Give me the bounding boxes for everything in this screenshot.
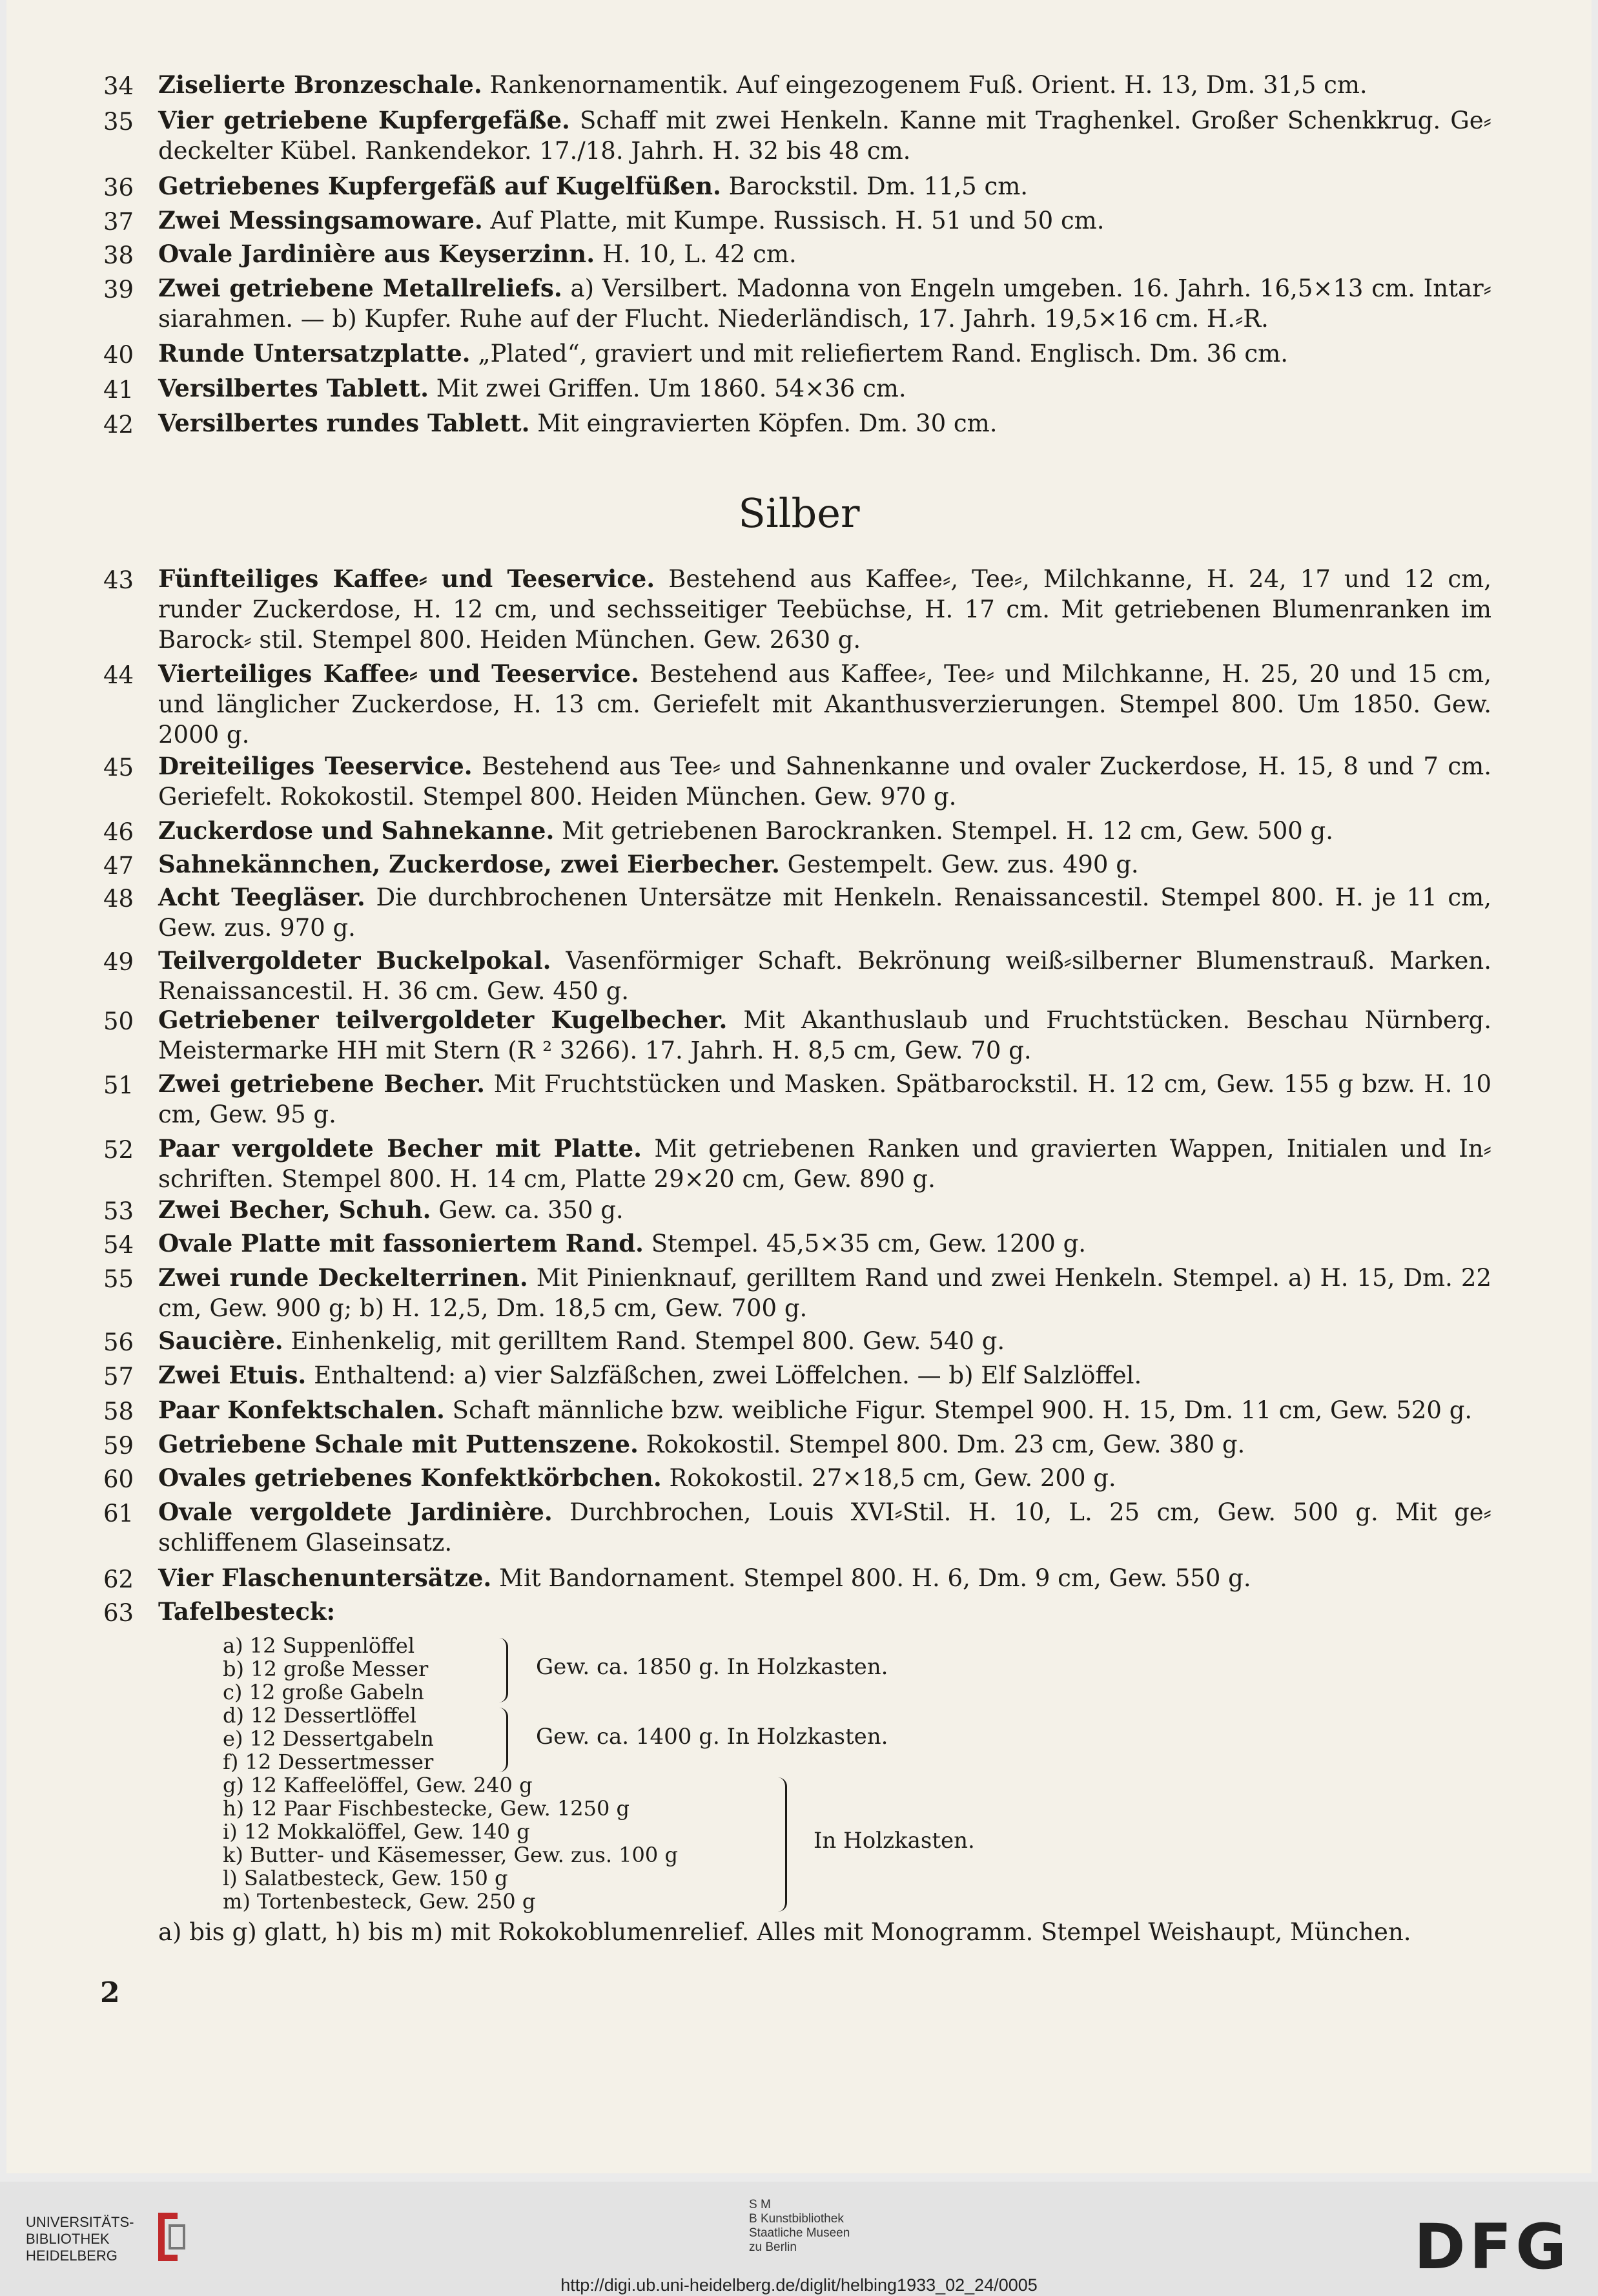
group-brace bbox=[497, 1638, 508, 1702]
entry-number: 49 bbox=[103, 948, 134, 976]
entry-title: Paar Konfektschalen. bbox=[158, 1396, 445, 1424]
entry-number: 62 bbox=[103, 1566, 134, 1593]
entry-number: 58 bbox=[103, 1398, 134, 1425]
entry-description: Einhenkelig, mit gerilltem Rand. Stempel 800. Gew. 540 g. bbox=[283, 1327, 1005, 1355]
entry-text bbox=[158, 338, 1491, 369]
logo-line: HEIDELBERG bbox=[26, 2248, 118, 2264]
entry-title: Ovale Jardinière aus Keyserzinn. bbox=[158, 240, 595, 268]
cutlery-item: c) 12 große Gabeln bbox=[223, 1680, 424, 1704]
cutlery-item: m) Tortenbesteck, Gew. 250 g bbox=[223, 1889, 536, 1914]
entry-title: Teilvergoldeter Buckelpokal. bbox=[158, 946, 551, 975]
logo-line: UNIVERSITÄTS- bbox=[26, 2214, 134, 2230]
smb-kunstbibliothek-logo bbox=[749, 2198, 850, 2255]
entry-number: 53 bbox=[103, 1197, 134, 1225]
cutlery-item: a) 12 Suppenlöffel bbox=[223, 1633, 415, 1658]
entry-number: 59 bbox=[103, 1432, 134, 1460]
entry-text bbox=[158, 408, 1491, 439]
entry-text bbox=[158, 273, 1491, 334]
cutlery-item: d) 12 Dessertlöffel bbox=[223, 1703, 416, 1728]
entry-title: Paar vergoldete Becher mit Platte. bbox=[158, 1134, 642, 1163]
entry-number: 45 bbox=[103, 754, 134, 781]
entry-text bbox=[158, 816, 1491, 846]
cutlery-item: e) 12 Dessertgabeln bbox=[223, 1726, 434, 1751]
entry-description: „Plated“, graviert und mit reliefiertem Rand. Englisch. Dm. 36 cm. bbox=[470, 340, 1288, 367]
cutlery-item: f) 12 Dessertmesser bbox=[223, 1750, 434, 1774]
entry-description: a) Versilbert. Madonna von Engeln umgeben. 16. Jahrh. 16,5×13 cm. Intar⸗ siarahmen. — b) Kupfer. Ruhe auf der Flucht. Niederländisch, 17. Jahrh. 19,5×16 cm. H.⸗R. bbox=[158, 274, 1492, 333]
cutlery-footnote: a) bis g) glatt, h) bis m) mit Rokokoblumenrelief. Alles mit Monogramm. Stempel Weishaupt, München. bbox=[158, 1918, 1411, 1946]
entry-title: Ovales getriebenes Konfektkörbchen. bbox=[158, 1463, 662, 1492]
entry-title: Getriebener teilvergoldeter Kugelbecher. bbox=[158, 1006, 728, 1034]
entry-number: 48 bbox=[103, 885, 134, 913]
entry-text bbox=[158, 1069, 1491, 1130]
entry-description: Mit Akanthuslaub und Fruchtstücken. Beschau Nürnberg. Meistermarke HH mit Stern (R ² 3266). 17. Jahrh. H. 8,5 cm, Gew. 70 g. bbox=[158, 1006, 1491, 1064]
cutlery-item: i) 12 Mokkalöffel, Gew. 140 g bbox=[223, 1819, 530, 1844]
entry-title: Acht Teegläser. bbox=[158, 883, 365, 911]
entry-text bbox=[158, 751, 1491, 812]
entry-number: 60 bbox=[103, 1465, 134, 1493]
logo-line: Staatliche Museen bbox=[749, 2226, 850, 2240]
entry-text bbox=[158, 1497, 1491, 1558]
entry-text bbox=[158, 70, 1491, 100]
entry-number: 54 bbox=[103, 1231, 134, 1259]
entry-description: Rankenornamentik. Auf eingezogenem Fuß. Orient. H. 13, Dm. 31,5 cm. bbox=[482, 71, 1368, 99]
entry-text bbox=[158, 1326, 1491, 1356]
entry-text bbox=[158, 1228, 1491, 1259]
entry-text bbox=[158, 659, 1491, 750]
entry-title: Ovale Platte mit fassoniertem Rand. bbox=[158, 1229, 644, 1257]
entry-number: 36 bbox=[103, 174, 134, 202]
entry-title: Vier getriebene Kupfergefäße. bbox=[158, 106, 570, 134]
entry-description: Auf Platte, mit Kumpe. Russisch. H. 51 und 50 cm. bbox=[482, 207, 1105, 234]
entry-number: 41 bbox=[103, 376, 134, 404]
entry-description: Barockstil. Dm. 11,5 cm. bbox=[721, 172, 1029, 200]
page-number: 2 bbox=[100, 1976, 120, 2009]
entry-title: Versilbertes Tablett. bbox=[158, 374, 429, 402]
entry-description: Die durchbrochenen Untersätze mit Henkeln. Renaissancestil. Stempel 800. H. je 11 cm, Gew. zus. 970 g. bbox=[158, 884, 1491, 942]
entry-description: Mit Pinienknauf, gerilltem Rand und zwei Henkeln. Stempel. a) H. 15, Dm. 22 cm, Gew. 900 g; b) H. 12,5, Dm. 18,5 cm, Gew. 700 g. bbox=[158, 1264, 1491, 1322]
entry-text bbox=[158, 882, 1491, 943]
entry-text bbox=[158, 1133, 1491, 1194]
entry-title: Getriebene Schale mit Puttenszene. bbox=[158, 1430, 639, 1458]
entry-number: 46 bbox=[103, 818, 134, 846]
entry-text bbox=[158, 1429, 1491, 1460]
section-title: Silber bbox=[738, 490, 860, 537]
heidelberg-emblem-icon bbox=[139, 2206, 190, 2268]
entry-text bbox=[158, 1597, 1491, 1627]
entry-text bbox=[158, 1463, 1491, 1493]
entry-title: Ziselierte Bronzeschale. bbox=[158, 70, 482, 99]
entry-description: H. 10, L. 42 cm. bbox=[595, 240, 797, 268]
entry-number: 52 bbox=[103, 1136, 134, 1164]
entry-description: Schaft männliche bzw. weibliche Figur. Stempel 900. H. 15, Dm. 11 cm, Gew. 520 g. bbox=[444, 1396, 1473, 1424]
entry-title: Zwei Becher, Schuh. bbox=[158, 1195, 431, 1224]
entry-description: Mit Fruchtstücken und Masken. Spätbarockstil. H. 12 cm, Gew. 155 g bzw. H. 10 cm, Gew. 95 g. bbox=[158, 1070, 1491, 1128]
entry-number: 39 bbox=[103, 276, 134, 304]
entry-text bbox=[158, 1395, 1491, 1425]
entry-number: 51 bbox=[103, 1071, 134, 1099]
entry-number: 63 bbox=[103, 1599, 134, 1627]
entry-title: Tafelbesteck: bbox=[158, 1597, 336, 1626]
cutlery-item: g) 12 Kaffeelöffel, Gew. 240 g bbox=[223, 1773, 533, 1797]
entry-text bbox=[158, 1563, 1491, 1593]
entry-title: Getriebenes Kupfergefäß auf Kugelfüßen. bbox=[158, 172, 721, 200]
entry-description: Mit Bandornament. Stempel 800. H. 6, Dm. 9 cm, Gew. 550 g. bbox=[491, 1564, 1251, 1592]
entry-description: Gew. ca. 350 g. bbox=[431, 1196, 624, 1224]
entry-number: 38 bbox=[103, 242, 134, 269]
entry-text bbox=[158, 373, 1491, 404]
group-note: In Holzkasten. bbox=[814, 1828, 975, 1854]
entry-number: 40 bbox=[103, 341, 134, 369]
entry-title: Dreiteiliges Teeservice. bbox=[158, 752, 473, 780]
entry-text bbox=[158, 239, 1491, 269]
entry-number: 35 bbox=[103, 108, 134, 136]
entry-number: 61 bbox=[103, 1500, 134, 1527]
entry-title: Zwei getriebene Metallreliefs. bbox=[158, 274, 562, 302]
entry-title: Saucière. bbox=[158, 1327, 283, 1355]
entry-number: 37 bbox=[103, 208, 134, 236]
entry-text bbox=[158, 1005, 1491, 1066]
entry-description: Bestehend aus Kaffee⸗, Tee⸗ und Milchkanne, H. 25, 20 und 15 cm, und länglicher Zuckerdose, H. 13 cm. Geriefelt mit Akanthusverzierungen. Stempel 800. Um 1850. Gew. 2000 g. bbox=[158, 660, 1491, 749]
entry-description: Mit getriebenen Barockranken. Stempel. H. 12 cm, Gew. 500 g. bbox=[554, 817, 1333, 845]
group-note: Gew. ca. 1850 g. In Holzkasten. bbox=[536, 1654, 888, 1680]
entry-title: Vier Flaschenuntersätze. bbox=[158, 1564, 492, 1592]
entry-title: Runde Untersatzplatte. bbox=[158, 339, 471, 367]
entry-number: 50 bbox=[103, 1008, 134, 1035]
entry-title: Zuckerdose und Sahnekanne. bbox=[158, 816, 555, 845]
permalink-url[interactable]: http://digi.ub.uni-heidelberg.de/diglit/helbing1933_02_24/0005 bbox=[560, 2275, 1038, 2295]
entry-title: Zwei getriebene Becher. bbox=[158, 1070, 486, 1098]
entry-description: Mit zwei Griffen. Um 1860. 54×36 cm. bbox=[429, 375, 907, 402]
entry-description: Vasenförmiger Schaft. Bekrönung weiß⸗silberner Blumenstrauß. Marken. Renaissancestil. H. 36 cm. Gew. 450 g. bbox=[158, 947, 1492, 1005]
entry-number: 55 bbox=[103, 1265, 134, 1293]
entry-title: Zwei Messingsamoware. bbox=[158, 206, 483, 234]
entry-description: Durchbrochen, Louis XVI⸗Stil. H. 10, L. 25 cm, Gew. 500 g. Mit ge⸗ schliffenem Glaseinsatz. bbox=[158, 1498, 1492, 1557]
entry-title: Zwei Etuis. bbox=[158, 1361, 307, 1389]
entry-title: Fünfteiliges Kaffee⸗ und Teeservice. bbox=[158, 564, 655, 593]
logo-line: BIBLIOTHEK bbox=[26, 2231, 110, 2247]
heidelberg-library-logo bbox=[26, 2214, 134, 2264]
group-note: Gew. ca. 1400 g. In Holzkasten. bbox=[536, 1724, 888, 1750]
entry-title: Zwei runde Deckelterrinen. bbox=[158, 1263, 528, 1292]
entry-text bbox=[158, 171, 1491, 202]
group-brace bbox=[497, 1708, 508, 1772]
entry-text bbox=[158, 564, 1491, 655]
entry-text bbox=[158, 1360, 1491, 1391]
entry-number: 34 bbox=[103, 72, 134, 100]
entry-description: Mit eingravierten Köpfen. Dm. 30 cm. bbox=[529, 409, 998, 437]
entry-text bbox=[158, 849, 1491, 880]
cutlery-item: b) 12 große Messer bbox=[223, 1657, 429, 1681]
cutlery-item: k) Butter- und Käsemesser, Gew. zus. 100 g bbox=[223, 1843, 678, 1867]
cutlery-item: l) Salatbesteck, Gew. 150 g bbox=[223, 1866, 508, 1890]
entry-description: Bestehend aus Tee⸗ und Sahnenkanne und ovaler Zuckerdose, H. 15, 8 und 7 cm. Geriefelt. Rokokostil. Stempel 800. Heiden München. Gew. 970 g. bbox=[158, 752, 1491, 811]
entry-number: 42 bbox=[103, 411, 134, 439]
logo-line: S M bbox=[749, 2198, 771, 2211]
entry-text bbox=[158, 1263, 1491, 1323]
entry-description: Bestehend aus Kaffee⸗, Tee⸗, Milchkanne, H. 24, 17 und 12 cm, runder Zuckerdose, H. 12 cm, und sechsseitiger Teebüchse, H. 17 cm. Mit getriebenen Blumenranken im Barock⸗ stil. Stempel 800. Heiden München. Gew. 2630 g. bbox=[158, 565, 1491, 654]
entry-number: 47 bbox=[103, 852, 134, 880]
entry-description: Rokokostil. 27×18,5 cm, Gew. 200 g. bbox=[661, 1464, 1116, 1492]
entry-title: Vierteiliges Kaffee⸗ und Teeservice. bbox=[158, 659, 639, 688]
entry-text bbox=[158, 205, 1491, 236]
entry-description: Rokokostil. Stempel 800. Dm. 23 cm, Gew. 380 g. bbox=[638, 1431, 1245, 1458]
entry-text bbox=[158, 105, 1491, 166]
entry-text bbox=[158, 946, 1491, 1006]
logo-line: B Kunstbibliothek bbox=[749, 2212, 844, 2226]
entry-number: 56 bbox=[103, 1329, 134, 1356]
entry-description: Mit getriebenen Ranken und gravierten Wappen, Initialen und In⸗ schriften. Stempel 800. H. 14 cm, Platte 29×20 cm, Gew. 890 g. bbox=[158, 1135, 1491, 1193]
entry-description: Stempel. 45,5×35 cm, Gew. 1200 g. bbox=[643, 1230, 1087, 1257]
entry-number: 57 bbox=[103, 1363, 134, 1391]
digitization-footer bbox=[0, 2182, 1598, 2296]
logo-line: zu Berlin bbox=[749, 2240, 797, 2254]
catalog-page bbox=[6, 0, 1592, 2173]
entry-number: 44 bbox=[103, 661, 134, 689]
entry-description: Enthaltend: a) vier Salzfäßchen, zwei Löffelchen. — b) Elf Salzlöffel. bbox=[306, 1361, 1142, 1389]
entry-title: Versilbertes rundes Tablett. bbox=[158, 409, 530, 437]
group-brace bbox=[775, 1777, 787, 1912]
entry-text bbox=[158, 1195, 1491, 1225]
entry-title: Sahnekännchen, Zuckerdose, zwei Eierbecher. bbox=[158, 850, 780, 878]
entry-title: Ovale vergoldete Jardinière. bbox=[158, 1498, 553, 1526]
entry-number: 43 bbox=[103, 566, 134, 594]
cutlery-item: h) 12 Paar Fischbestecke, Gew. 1250 g bbox=[223, 1796, 630, 1821]
entry-description: Gestempelt. Gew. zus. 490 g. bbox=[779, 851, 1139, 878]
entry-description: Schaff mit zwei Henkeln. Kanne mit Traghenkel. Großer Schenkkrug. Ge⸗ deckelter Kübel. Rankendekor. 17./18. Jahrh. H. 32 bis 48 cm. bbox=[158, 107, 1491, 165]
dfg-logo: DFG bbox=[1414, 2211, 1571, 2283]
